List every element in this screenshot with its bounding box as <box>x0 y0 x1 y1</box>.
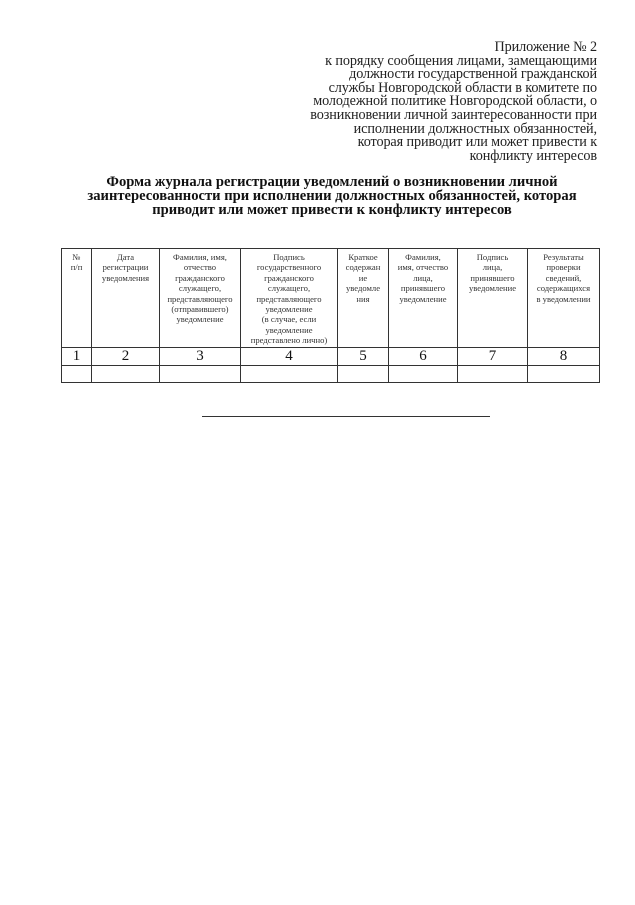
header-cell-line: уведомление <box>399 293 447 304</box>
appendix-line: которая приводит или может привести к <box>357 134 597 151</box>
header-cell-line: служащего, <box>178 283 222 294</box>
header-cell-line: уведомле <box>345 283 381 294</box>
empty-cell <box>338 366 389 383</box>
header-cell-line: принявшего <box>470 272 515 283</box>
header-cell-registration-date <box>92 249 160 348</box>
appendix-line: конфликту интересов <box>469 147 597 164</box>
header-cell-line: имя, отчество <box>397 262 449 273</box>
header-cell-line: принявшего <box>400 283 446 294</box>
header-cell-line: уведомления <box>101 272 150 283</box>
header-cell-line: представляющего <box>256 293 322 304</box>
header-cell-line: Подпись <box>476 252 509 262</box>
form-title-line: Форма журнала регистрации уведомлений о возникновении личной <box>106 174 558 190</box>
column-number: 8 <box>528 348 600 366</box>
appendix-line: Приложение № 2 <box>494 39 597 55</box>
header-cell-line: гражданского <box>264 272 314 283</box>
header-cell-line: Краткое <box>348 252 378 262</box>
header-cell-line: сведений, <box>545 272 582 283</box>
header-cell-line: отчество <box>183 262 217 273</box>
empty-cell <box>160 366 241 383</box>
empty-cell <box>62 366 92 383</box>
header-cell-line: уведомление <box>265 304 313 315</box>
header-cell-line: Фамилия, имя, <box>173 252 227 262</box>
empty-cell <box>458 366 528 383</box>
header-cell-line: представляющего <box>167 293 233 304</box>
appendix-line: службы Новгородской области в комитете по <box>328 79 597 96</box>
column-number: 7 <box>458 348 528 366</box>
appendix-line: к порядку сообщения лицами, замещающими <box>325 52 597 69</box>
column-number: 6 <box>389 348 458 366</box>
column-number: 2 <box>92 348 160 366</box>
header-cell-number <box>62 249 92 348</box>
column-number-row <box>62 348 600 366</box>
header-cell-line: проверки <box>546 262 581 273</box>
header-cell-line: уведомление <box>265 324 313 335</box>
header-cell-check-results <box>528 249 600 348</box>
header-cell-sender-signature <box>241 249 338 348</box>
header-cell-line: лица, <box>482 262 503 273</box>
empty-entry-row <box>62 366 600 383</box>
header-cell-line: лица, <box>413 272 433 283</box>
appendix-line: исполнении должностных обязанностей, <box>353 120 597 137</box>
header-cell-receiver-signature <box>458 249 528 348</box>
appendix-line: молодежной политике Новгородской области, о <box>313 93 597 110</box>
header-row <box>62 249 600 348</box>
header-cell-line: регистрации <box>102 262 149 273</box>
empty-cell <box>92 366 160 383</box>
empty-cell <box>528 366 600 383</box>
header-cell-summary <box>338 249 389 348</box>
header-cell-line: п/п <box>70 262 83 273</box>
header-cell-line: уведомление <box>176 314 224 325</box>
header-cell-line: уведомление <box>468 283 517 294</box>
header-cell-line: в уведомлении <box>536 293 591 304</box>
header-cell-line: представлено лично) <box>250 335 328 346</box>
header-cell-line: содержан <box>345 262 381 273</box>
header-cell-line: государственного <box>256 262 322 273</box>
form-title-line: приводит или может привести к конфликту интересов <box>152 202 512 218</box>
header-cell-line: (отправившего) <box>171 304 229 315</box>
header-cell-sender-name <box>160 249 241 348</box>
header-cell-line: ния <box>356 293 370 304</box>
header-cell-line: гражданского <box>175 272 225 283</box>
appendix-caption <box>267 41 597 163</box>
form-title-line: заинтересованности при исполнении должностных обязанностей, которая <box>87 188 577 204</box>
header-cell-line: служащего, <box>267 283 311 294</box>
header-cell-line: № <box>72 252 81 262</box>
empty-cell <box>241 366 338 383</box>
header-cell-line: Дата <box>116 252 135 262</box>
appendix-line: должности государственной гражданской <box>349 66 597 83</box>
journal-table <box>61 248 600 383</box>
header-cell-receiver-name <box>389 249 458 348</box>
form-title <box>70 175 594 217</box>
header-cell-line: ие <box>358 272 368 283</box>
header-cell-line: (в случае, если <box>261 314 317 325</box>
column-number: 1 <box>62 348 92 366</box>
header-cell-line: Фамилия, <box>405 252 441 262</box>
column-number: 3 <box>160 348 241 366</box>
appendix-line: возникновении личной заинтересованности при <box>310 106 597 123</box>
header-cell-line: Результаты <box>543 252 584 262</box>
header-cell-line: Подпись <box>273 252 305 262</box>
empty-cell <box>389 366 458 383</box>
closing-divider-line <box>202 416 490 417</box>
column-number: 5 <box>338 348 389 366</box>
column-number: 4 <box>241 348 338 366</box>
header-cell-line: содержащихся <box>536 283 591 294</box>
